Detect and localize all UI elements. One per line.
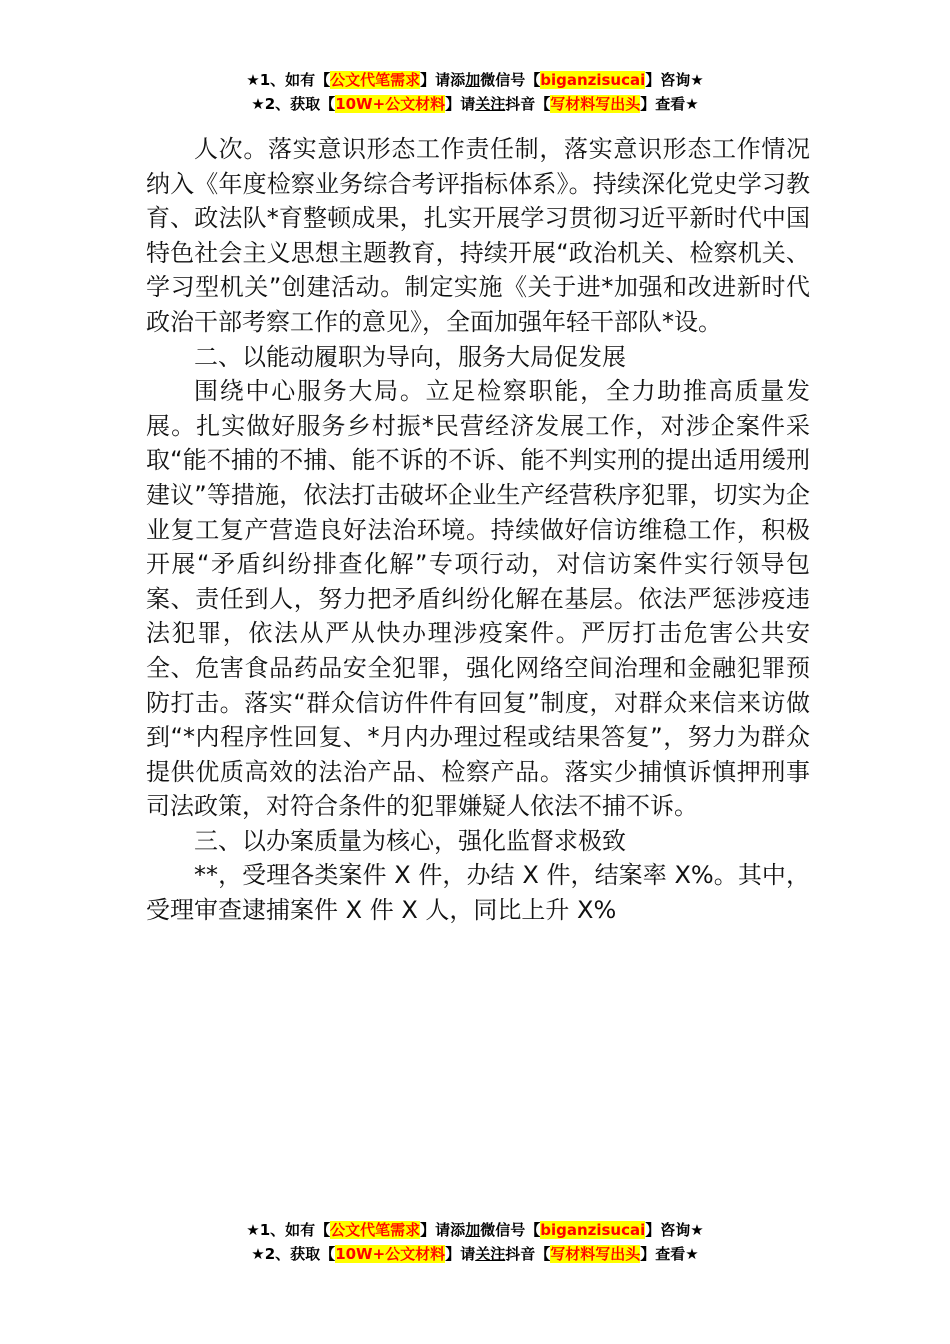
footer-banner [0, 1218, 950, 1266]
section-heading-2: 二、以能动履职为导向，服务大局促发展 [194, 342, 626, 371]
highlight-materials: 10W+公文材料 [335, 1245, 446, 1263]
highlight-writing-service: 公文代笔需求 [330, 71, 421, 89]
header-banner [0, 68, 950, 116]
banner-line-2: ★2、获取【10W+公文材料】请关注抖音【写材料写出头】查看★ [251, 95, 699, 113]
document-body [146, 132, 810, 928]
paragraph-1: 人次。落实意识形态工作责任制，落实意识形态工作情况纳入《年度检察业务综合考评指标体系》。持续深化党史学习教育、政法队*育整顿成果，扎实开展学习贯彻习近平新时代中国特色社会主义思想主题教育，持续开展“政治机关、检察机关、学习型机关”创建活动。制定实施《关于进*加强和改进新时代政治干部考察工作的意见》，全面加强年轻干部队*设。 [146, 135, 810, 336]
highlight-douyin-account: 写材料写出头 [550, 1245, 641, 1263]
highlight-wechat-id: biganzisucai [540, 1221, 646, 1239]
highlight-wechat-id: biganzisucai [540, 71, 646, 89]
banner-line-1: ★1、如有【公文代笔需求】请添加微信号【biganzisucai】咨询★ [246, 1221, 704, 1239]
paragraph-3: **，受理各类案件 X 件，办结 X 件，结案率 X%。其中，受理审查逮捕案件 X 件 X 人，同比上升 X% [146, 861, 810, 925]
banner-line-2: ★2、获取【10W+公文材料】请关注抖音【写材料写出头】查看★ [251, 1245, 699, 1263]
highlight-douyin-account: 写材料写出头 [550, 95, 641, 113]
highlight-writing-service: 公文代笔需求 [330, 1221, 421, 1239]
section-heading-3: 三、以办案质量为核心，强化监督求极致 [194, 826, 626, 855]
banner-line-1: ★1、如有【公文代笔需求】请添加微信号【biganzisucai】咨询★ [246, 71, 704, 89]
highlight-materials: 10W+公文材料 [335, 95, 446, 113]
paragraph-2: 围绕中心服务大局。立足检察职能，全力助推高质量发展。扎实做好服务乡村振*民营经济发展工作，对涉企案件采取“能不捕的不捕、能不诉的不诉、能不判实刑的提出适用缓刑建议”等措施，依法打击破坏企业生产经营秩序犯罪，切实为企业复工复产营造良好法治环境。持续做好信访维稳工作，积极开展“矛盾纠纷排查化解”专项行动，对信访案件实行领导包案、责任到人，努力把矛盾纠纷化解在基层。依法严惩涉疫违法犯罪，依法从严从快办理涉疫案件。严厉打击危害公共安全、危害食品药品安全犯罪，强化网络空间治理和金融犯罪预防打击。落实“群众信访件件有回复”制度，对群众来信来访做到“*内程序性回复、*月内办理过程或结果答复”，努力为群众提供优质高效的法治产品、检察产品。落实少捕慎诉慎押刑事司法政策，对符合条件的犯罪嫌疑人依法不捕不诉。 [146, 377, 810, 821]
